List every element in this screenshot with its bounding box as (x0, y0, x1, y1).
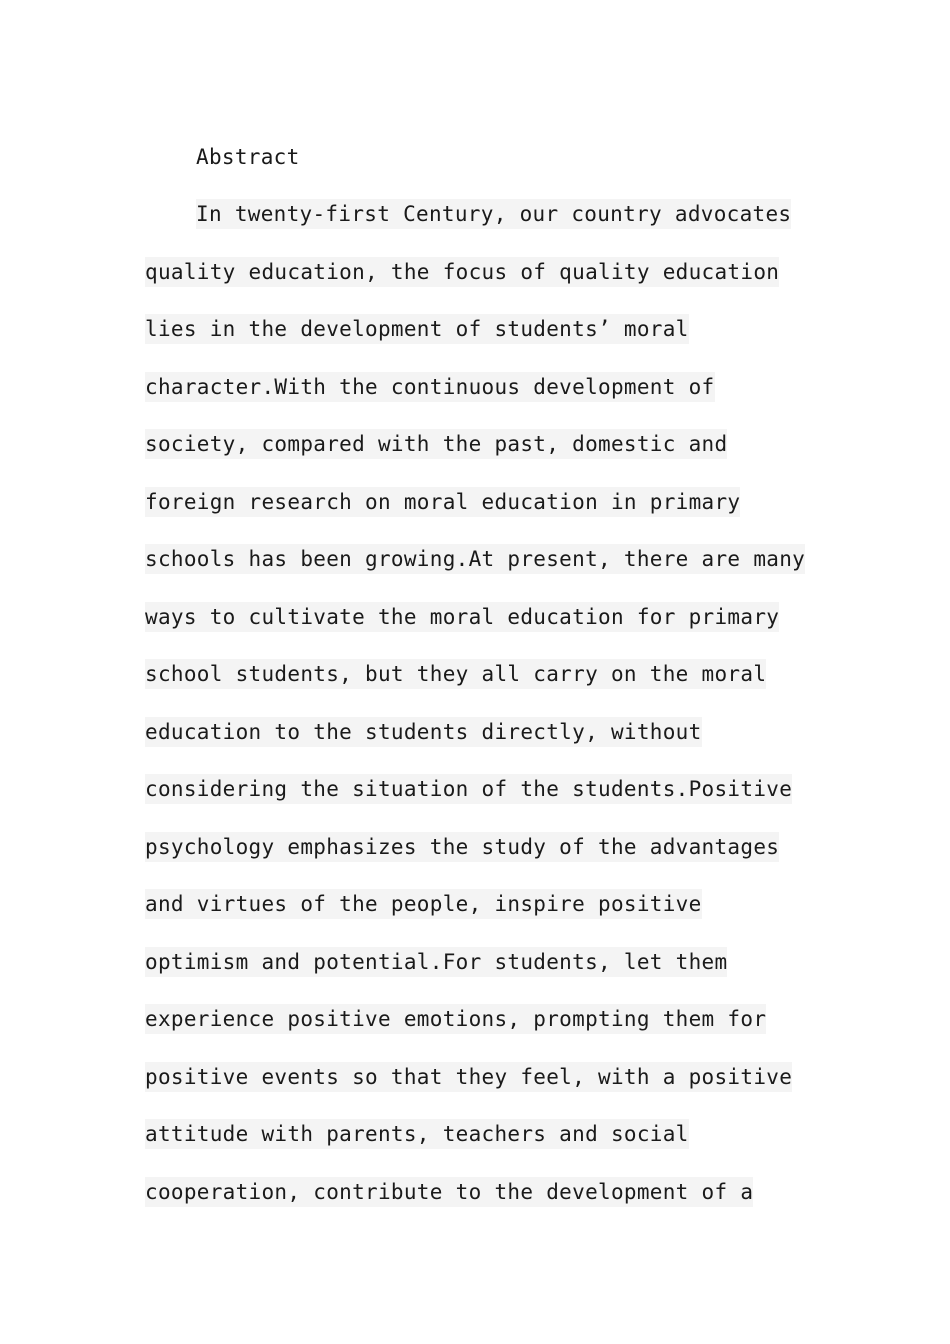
text-line-content: experience positive emotions, prompting them for (145, 1004, 766, 1034)
text-line-content: cooperation, contribute to the development of a (145, 1177, 753, 1207)
text-line-content: attitude with parents, teachers and social (145, 1119, 689, 1149)
text-line-content: lies in the development of students’ moral (145, 314, 689, 344)
text-line-content: school students, but they all carry on the moral (145, 659, 766, 689)
text-line (145, 1062, 805, 1120)
text-line-content: In twenty-first Century, our country advocates (196, 199, 791, 229)
text-line-content: optimism and potential.For students, let them (145, 947, 727, 977)
text-line (145, 257, 805, 315)
text-line (145, 1177, 805, 1235)
text-line (145, 717, 805, 775)
text-line (145, 659, 805, 717)
abstract-body (145, 199, 805, 1234)
text-line-content: considering the situation of the students.Positive (145, 774, 792, 804)
text-line (145, 314, 805, 372)
text-line (145, 487, 805, 545)
text-line-content: character.With the continuous development of (145, 372, 715, 402)
text-line (145, 199, 805, 257)
text-line-content: schools has been growing.At present, there are many (145, 544, 805, 574)
text-line (145, 544, 805, 602)
text-line-content: quality education, the focus of quality education (145, 257, 779, 287)
text-line (145, 1004, 805, 1062)
text-line (145, 429, 805, 487)
text-line-content: positive events so that they feel, with a positive (145, 1062, 792, 1092)
text-line (145, 889, 805, 947)
text-line-content: ways to cultivate the moral education for primary (145, 602, 779, 632)
text-line (145, 832, 805, 890)
text-line (145, 947, 805, 1005)
text-line-content: society, compared with the past, domestic and (145, 429, 727, 459)
text-line-content: foreign research on moral education in primary (145, 487, 740, 517)
text-line-content: psychology emphasizes the study of the advantages (145, 832, 779, 862)
text-line (145, 372, 805, 430)
text-line-content: and virtues of the people, inspire positive (145, 889, 702, 919)
text-line-content: education to the students directly, without (145, 717, 702, 747)
abstract-heading: Abstract (196, 145, 300, 169)
text-line (145, 602, 805, 660)
text-line (145, 774, 805, 832)
text-line (145, 1119, 805, 1177)
